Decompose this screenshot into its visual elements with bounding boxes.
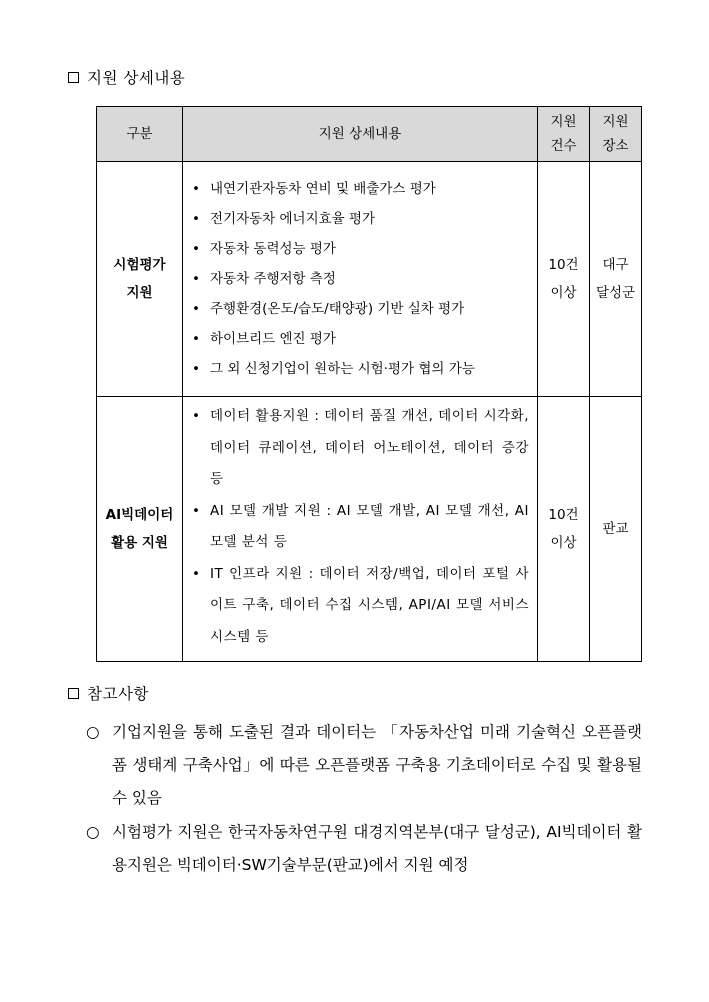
table-header-row: [97, 107, 642, 162]
table-row: [97, 162, 642, 397]
section-title-support-details: [68, 66, 185, 88]
row-category: 시험평가 지원: [97, 162, 183, 397]
bullet-icon: •: [192, 331, 200, 347]
detail-list: [183, 164, 537, 394]
bullet-icon: •: [192, 565, 201, 582]
section-title-text: 지원 상세내용: [87, 69, 186, 87]
bullet-icon: •: [192, 408, 201, 424]
row-count: 10건 이상: [538, 162, 590, 397]
list-item: • 자동차 동력성능 평가: [189, 234, 529, 264]
bullet-icon: •: [192, 502, 201, 519]
checkbox-square-icon: [68, 688, 79, 699]
list-item: • 주행환경(온도/습도/태양광) 기반 실차 평가: [189, 294, 529, 324]
bullet-icon: •: [192, 181, 200, 197]
list-item: • 그 외 신청기업이 원하는 시험·평가 협의 가능: [189, 354, 529, 384]
row-category: AI빅데이터 활용 지원: [97, 397, 183, 662]
row-location: 대구 달성군: [590, 162, 642, 397]
section-title-text: 참고사항: [87, 685, 149, 703]
note-item: ○ 시험평가 지원은 한국자동차연구원 대경지역본부(대구 달성군), AI빅데이터 활용지원은 빅데이터·SW기술부문(판교)에서 지원 예정: [86, 816, 642, 882]
detail-list: [183, 397, 537, 661]
row-location: 판교: [590, 397, 642, 662]
note-item: ○ 기업지원을 통해 도출된 결과 데이터는 「자동차산업 미래 기술혁신 오픈플랫폼 생태계 구축사업」에 따른 오픈플랫폼 구축용 기초데이터로 수집 및 활용될 수 있음: [86, 716, 642, 815]
header-category: 구분: [97, 107, 183, 162]
section-title-notes: [68, 682, 149, 704]
list-item: • IT 인프라 지원 : 데이터 저장/백업, 데이터 포털 사이트 구축, 데이터 수집 시스템, API/AI 모델 서비스 시스템 등: [189, 559, 529, 654]
bullet-icon: •: [192, 271, 200, 287]
list-item: • AI 모델 개발 지원 : AI 모델 개발, AI 모델 개선, AI 모델 분석 등: [189, 496, 529, 559]
list-item: • 전기자동차 에너지효율 평가: [189, 204, 529, 234]
circle-bullet-icon: ○: [86, 823, 100, 841]
row-count: 10건 이상: [538, 397, 590, 662]
list-item: • 자동차 주행저항 측정: [189, 264, 529, 294]
list-item: • 하이브리드 엔진 평가: [189, 324, 529, 354]
header-count: 지원 건수: [538, 107, 590, 162]
row-details: [183, 397, 538, 662]
bullet-icon: •: [192, 361, 200, 377]
checkbox-square-icon: [68, 72, 79, 83]
circle-bullet-icon: ○: [86, 723, 100, 741]
bullet-icon: •: [192, 241, 200, 257]
list-item: • 내연기관자동차 연비 및 배출가스 평가: [189, 174, 529, 204]
header-location: 지원 장소: [590, 107, 642, 162]
list-item: • 데이터 활용지원 : 데이터 품질 개선, 데이터 시각화, 데이터 큐레이션, 데이터 어노테이션, 데이터 증강 등: [189, 401, 529, 496]
bullet-icon: •: [192, 301, 200, 317]
support-details-table: [96, 106, 642, 662]
header-detail: 지원 상세내용: [183, 107, 538, 162]
row-details: [183, 162, 538, 397]
bullet-icon: •: [192, 211, 200, 227]
table-row: [97, 397, 642, 662]
